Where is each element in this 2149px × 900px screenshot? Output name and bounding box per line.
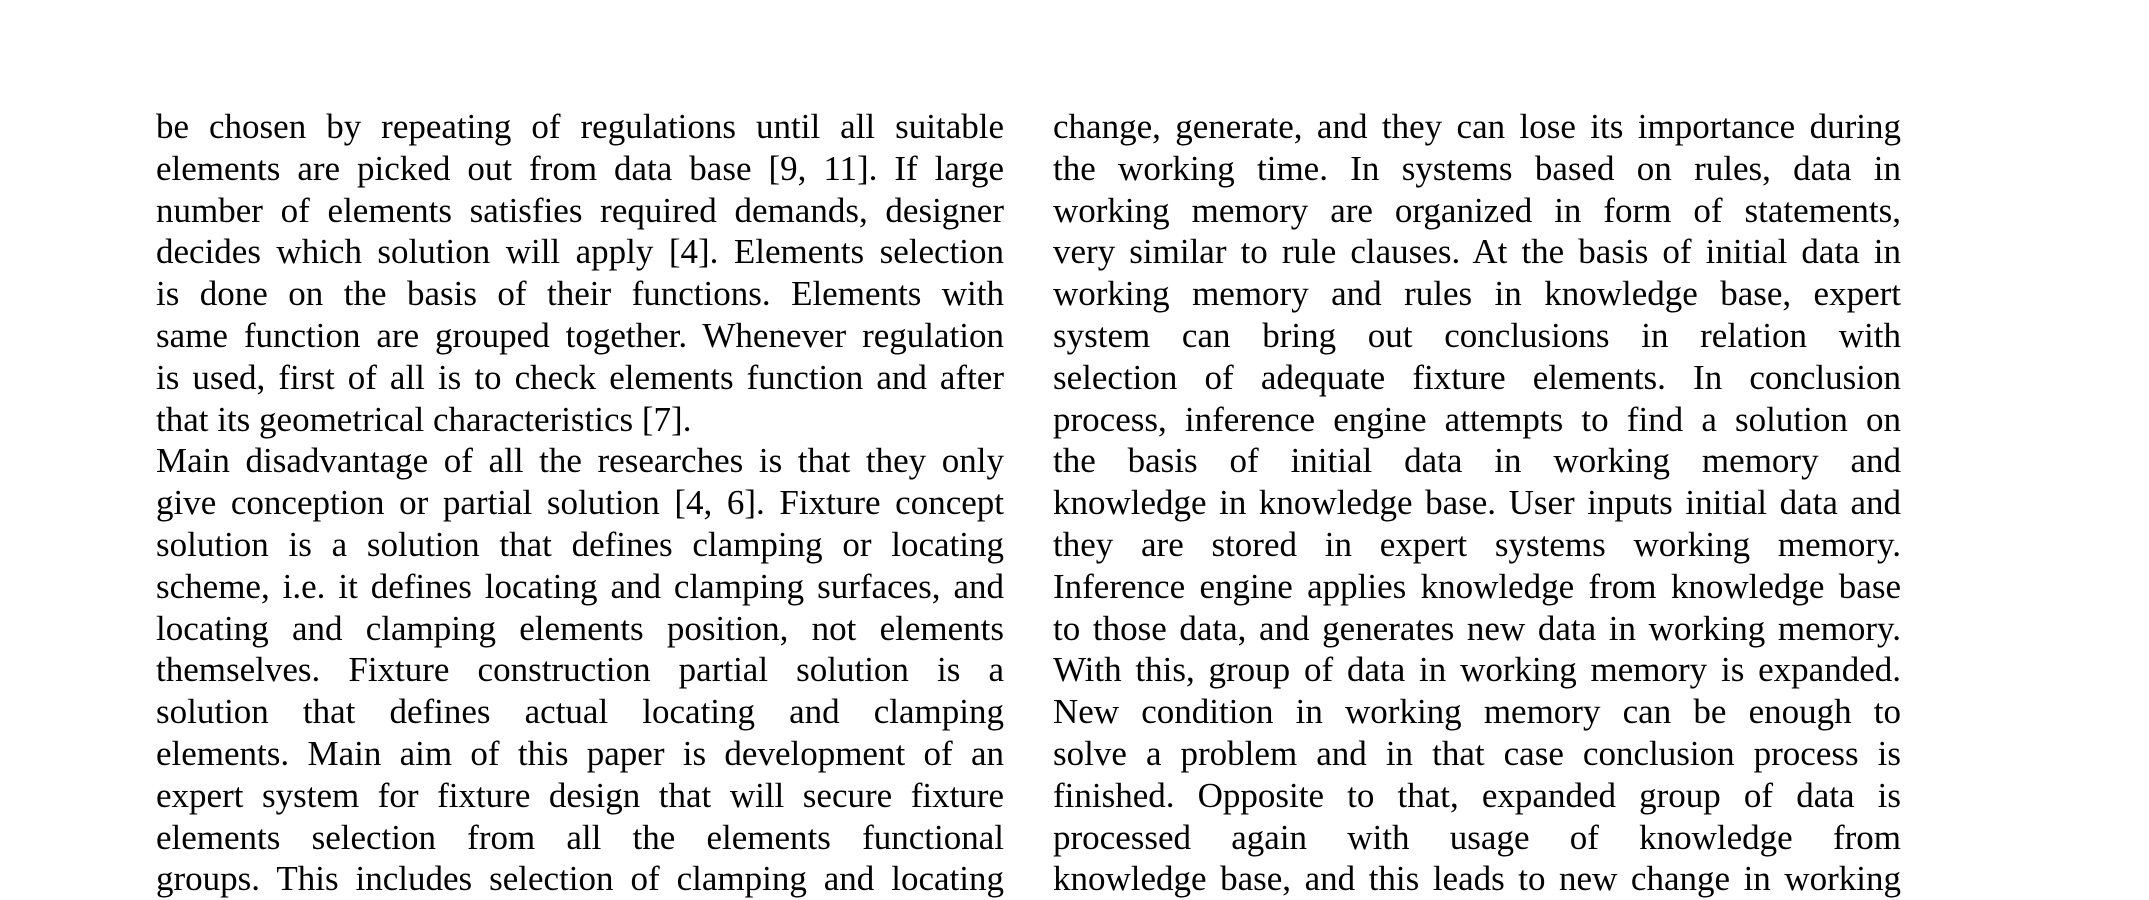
text-line: knowledge base, and this leads to new change in working <box>1053 859 1901 899</box>
text-line: give conception or partial solution [4, 6]. Fixture concept <box>156 483 1004 523</box>
text-line: scheme, i.e. it defines locating and clamping surfaces, and <box>156 566 1004 606</box>
text-line: finished. Opposite to that, expanded group of data is <box>1053 775 1901 815</box>
text-line: solution that defines actual locating and clamping <box>156 692 1004 732</box>
text-line: working memory are organized in form of statements, <box>1053 190 1901 230</box>
text-line: elements are picked out from data base [9, 11]. If large <box>156 148 1004 188</box>
right-text-column <box>1053 106 1901 900</box>
text-line: groups. This includes selection of clamping and locating <box>156 859 1004 899</box>
text-line: Inference engine applies knowledge from knowledge base <box>1053 566 1901 606</box>
text-line: elements selection from all the elements functional <box>156 817 1004 857</box>
text-line: solve a problem and in that case conclusion process is <box>1053 733 1901 773</box>
text-line: processed again with usage of knowledge from <box>1053 817 1901 857</box>
text-line: elements. Main aim of this paper is development of an <box>156 733 1004 773</box>
text-line: very similar to rule clauses. At the basis of initial data in <box>1053 232 1901 272</box>
text-line: themselves. Fixture construction partial solution is a <box>156 650 1004 690</box>
text-line: is done on the basis of their functions. Elements with <box>156 274 1004 314</box>
text-line: that its geometrical characteristics [7]. <box>156 399 692 439</box>
left-text-column <box>156 106 1004 900</box>
text-line: system can bring out conclusions in relation with <box>1053 315 1901 355</box>
text-line: selection of adequate fixture elements. In conclusion <box>1053 357 1901 397</box>
text-line: solution is a solution that defines clamping or locating <box>156 524 1004 564</box>
text-line: be chosen by repeating of regulations until all suitable <box>156 107 1004 146</box>
text-line: the working time. In systems based on rules, data in <box>1053 148 1901 188</box>
text-line: locating and clamping elements position, not elements <box>156 608 1004 648</box>
text-line: expert system for fixture design that will secure fixture <box>156 775 1004 815</box>
text-line: process, inference engine attempts to find a solution on <box>1053 399 1901 439</box>
text-line: the basis of initial data in working memory and <box>1053 441 1901 481</box>
text-line: Main disadvantage of all the researches is that they only <box>156 441 1004 481</box>
text-line: change, generate, and they can lose its importance during <box>1053 107 1901 146</box>
text-line: knowledge in knowledge base. User inputs initial data and <box>1053 483 1901 523</box>
text-line: working memory and rules in knowledge base, expert <box>1053 274 1901 314</box>
text-line: New condition in working memory can be enough to <box>1053 692 1901 732</box>
text-line: decides which solution will apply [4]. Elements selection <box>156 232 1004 272</box>
text-line: same function are grouped together. Whenever regulation <box>156 315 1004 355</box>
text-line: is used, first of all is to check elements function and after <box>156 357 1004 397</box>
text-line: With this, group of data in working memory is expanded. <box>1053 650 1901 690</box>
text-line: number of elements satisfies required demands, designer <box>156 190 1004 230</box>
text-line: to those data, and generates new data in working memory. <box>1053 608 1901 648</box>
text-line: they are stored in expert systems working memory. <box>1053 524 1901 564</box>
